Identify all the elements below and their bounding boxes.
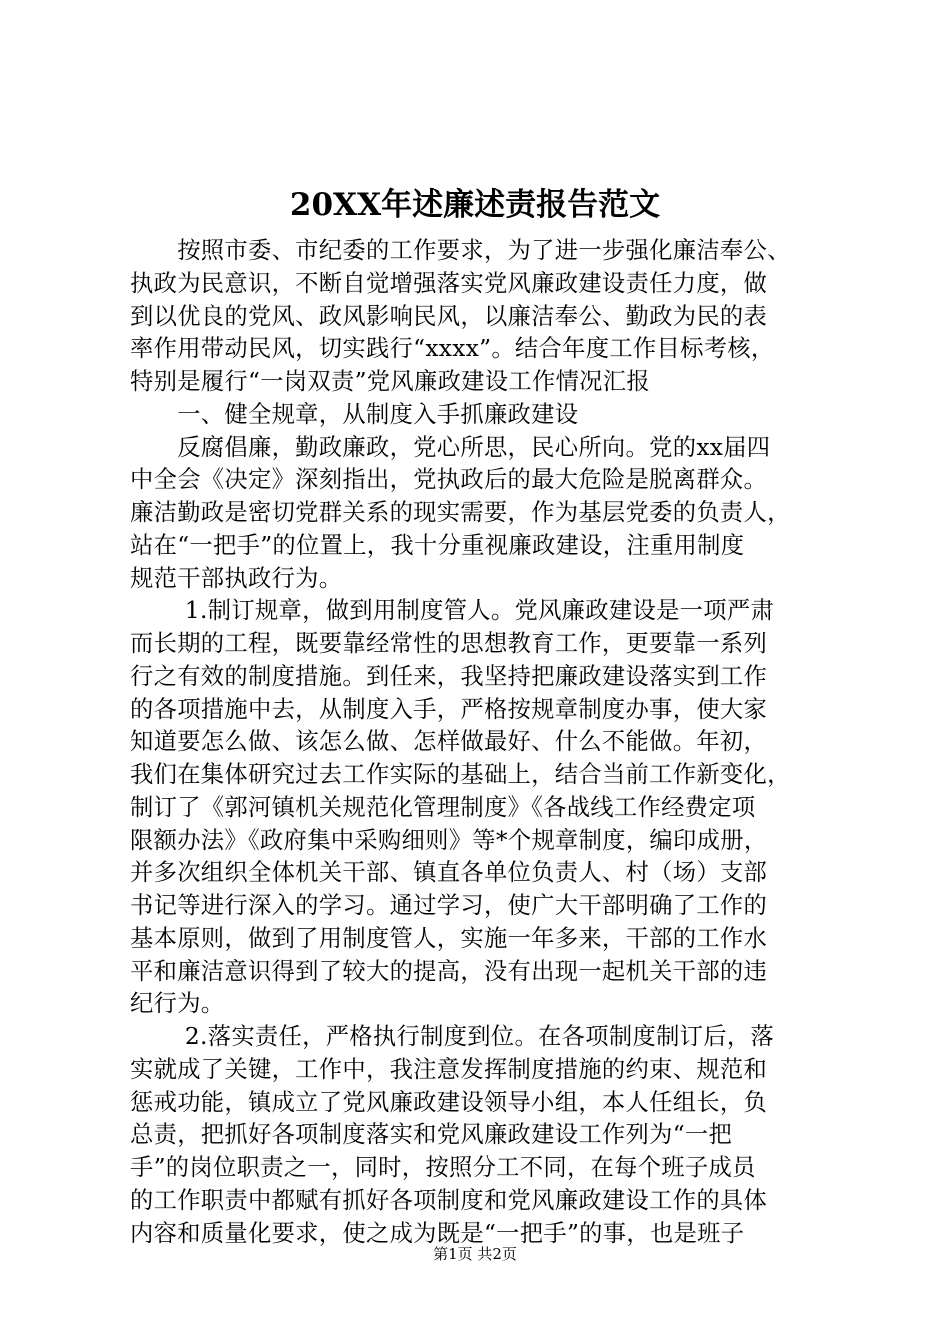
body-line: 按照市委、市纪委的工作要求，为了进一步强化廉洁奉公、 [130,237,791,264]
body-line: 率作用带动民风，切实践行“xxxx”。结合年度工作目标考核， [130,335,775,362]
body-line: 2.落实责任，严格执行制度到位。在各项制度制订后，落 [130,1023,775,1050]
body-line: 的工作职责中都赋有抓好各项制度和党风廉政建设工作的具体 [130,1187,768,1214]
body-line: 总责，把抓好各项制度落实和党风廉政建设工作列为“一把 [130,1121,733,1148]
section-heading: 一、健全规章，从制度入手抓廉政建设 [130,401,579,428]
body-line: 纪行为。 [130,990,225,1017]
body-line: 并多次组织全体机关干部、镇直各单位负责人、村（场）支部 [130,859,768,886]
body-line: 我们在集体研究过去工作实际的基础上，结合当前工作新变化， [130,761,791,788]
body-line: 惩戒功能，镇成立了党风廉政建设领导小组，本人任组长，负 [130,1089,768,1116]
body-line: 限额办法》《政府集中采购细则》等*个规章制度，编印成册， [130,827,768,854]
body-line: 实就成了关键，工作中，我注意发挥制度措施的约束、规范和 [130,1056,768,1083]
body-line: 规范干部执政行为。 [130,565,343,592]
body-line: 手”的岗位职责之一，同时，按照分工不同，在每个班子成员 [130,1154,756,1181]
body-line: 廉洁勤政是密切党群关系的现实需要，作为基层党委的负责人， [130,499,791,526]
body-line: 行之有效的制度措施。到任来，我坚持把廉政建设落实到工作 [130,663,768,690]
body-line: 执政为民意识，不断自觉增强落实党风廉政建设责任力度，做 [130,270,768,297]
body-line: 中全会《决定》深刻指出，党执政后的最大危险是脱离群众。 [130,466,768,493]
body-line: 平和廉洁意识得到了较大的提高，没有出现一起机关干部的违 [130,958,768,985]
body-line: 特别是履行“一岗双责”党风廉政建设工作情况汇报 [130,368,650,395]
body-line: 基本原则，做到了用制度管人，实施一年多来，干部的工作水 [130,925,768,952]
page-footer: 第1页 共2页 [433,1245,517,1263]
body-line: 书记等进行深入的学习。通过学习，使广大干部明确了工作的 [130,892,768,919]
body-line: 的各项措施中去，从制度入手，严格按规章制度办事，使大家 [130,696,768,723]
body-line: 内容和质量化要求，使之成为既是“一把手”的事，也是班子 [130,1220,745,1247]
body-line: 反腐倡廉，勤政廉政，党心所思，民心所向。党的xx届四 [130,434,771,461]
body-line: 1.制订规章，做到用制度管人。党风廉政建设是一项严肃 [130,597,775,624]
document-title: 20XX年述廉述责报告范文 [289,187,661,223]
body-line: 到以优良的党风、政风影响民风，以廉洁奉公、勤政为民的表 [130,303,768,330]
body-line: 制订了《郭河镇机关规范化管理制度》《各战线工作经费定项 [130,794,756,821]
body-line: 而长期的工程，既要靠经常性的思想教育工作，更要靠一系列 [130,630,768,657]
body-line: 站在“一把手”的位置上，我十分重视廉政建设，注重用制度 [130,532,745,559]
body-line: 知道要怎么做、该怎么做、怎样做最好、什么不能做。年初， [130,728,768,755]
